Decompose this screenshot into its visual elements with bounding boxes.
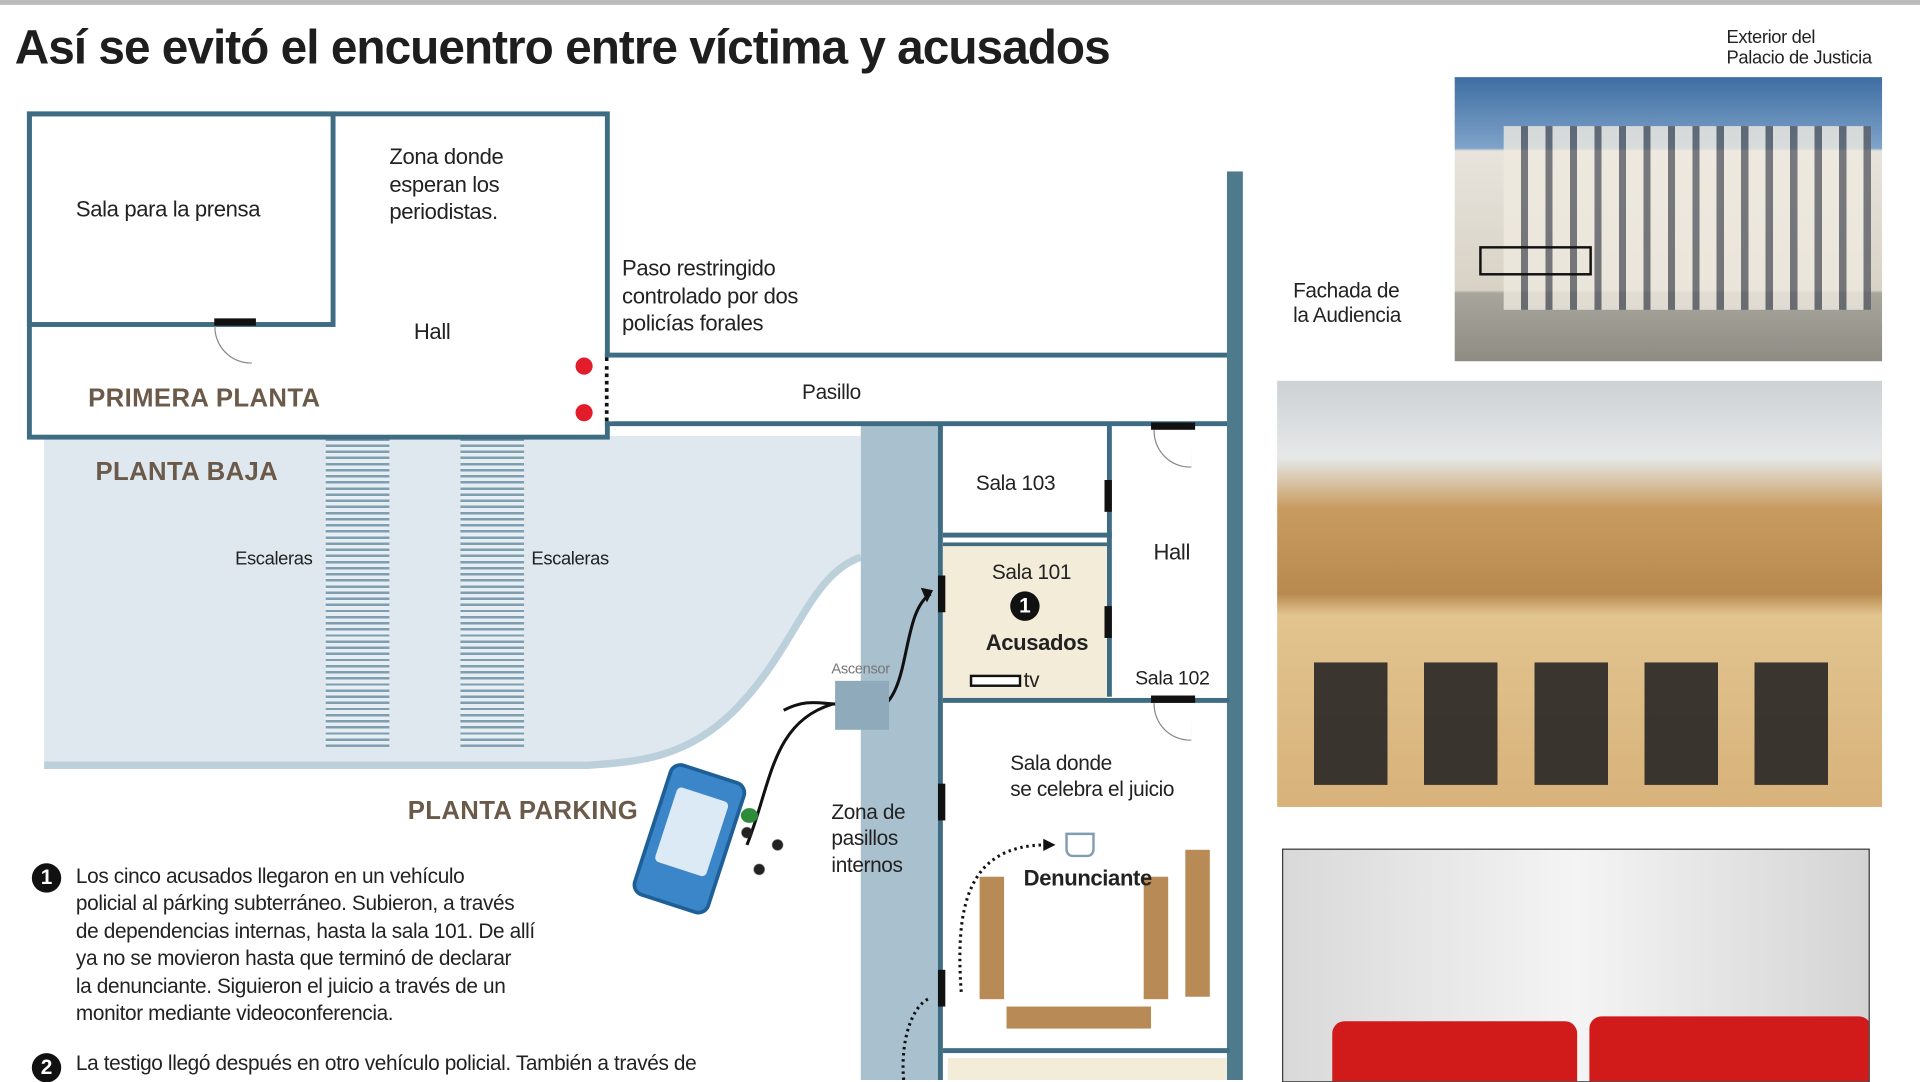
label-acusados: Acusados [985, 630, 1089, 656]
label-zona-periodistas: Zona donde esperan los periodistas. [389, 144, 504, 225]
label-tv: tv [1023, 668, 1040, 692]
label-sala-102: Sala 102 [1135, 668, 1210, 690]
courtroom-photo [1277, 381, 1882, 807]
elevator [835, 681, 889, 730]
label-hall: Hall [413, 319, 451, 345]
pasillo-wall-top [605, 353, 1232, 358]
label-denunciante: Denunciante [1023, 865, 1152, 891]
note-1-text: Los cinco acusados llegaron en un vehículo policial al párking subterráneo. Subieron, a través de dependencias internas, hasta la sala 101. De allí ya no se movieron hasta que terminó de declarar la denunciante. Siguieron el juicio a través de un monitor mediante videoconferencia. [75, 864, 535, 1026]
outer-wall [1227, 171, 1243, 1080]
marker-1: 1 [1010, 591, 1039, 620]
note-1-marker: 1 [32, 863, 61, 892]
page-title: Así se evitó el encuentro entre víctima y acusados [14, 22, 1110, 75]
label-sala-101: Sala 101 [991, 560, 1072, 585]
label-paso-restringido: Paso restringido controlado por dos policías forales [622, 255, 799, 336]
witness-stand-icon [1065, 833, 1094, 857]
pasillo-wall-bottom [605, 421, 1232, 426]
exterior-caption: Exterior del Palacio de Justicia [1726, 26, 1872, 68]
exterior-photo [1455, 77, 1882, 361]
corridor-strip [861, 425, 941, 1080]
label-hall-2: Hall [1153, 540, 1190, 565]
police-marker [576, 358, 593, 375]
label-sala-juicio: Sala donde se celebra el juicio [1010, 751, 1175, 802]
tv-icon [970, 675, 1021, 687]
label-planta-baja: PLANTA BAJA [95, 457, 279, 487]
stairs-left [326, 438, 390, 747]
restricted-door [605, 358, 614, 422]
witness-room-photo [1282, 849, 1870, 1082]
people-icon [735, 820, 796, 881]
fachada-caption: Fachada de la Audiencia [1293, 279, 1401, 327]
note-2-text: La testigo llegó después en otro vehículo policial. También a través de [75, 1051, 697, 1076]
label-escaleras-1: Escaleras [235, 548, 313, 570]
label-primera-planta: PRIMERA PLANTA [88, 384, 321, 413]
label-planta-parking: PLANTA PARKING [407, 797, 639, 826]
label-sala-prensa: Sala para la prensa [75, 197, 261, 222]
label-sala-103: Sala 103 [975, 471, 1056, 495]
label-zona-pasillos: Zona de pasillos internos [831, 800, 906, 877]
label-pasillo: Pasillo [802, 380, 861, 405]
stairs-right [460, 438, 524, 747]
label-ascensor: Ascensor [831, 660, 890, 678]
note-2-marker: 2 [32, 1053, 61, 1082]
label-escaleras-2: Escaleras [531, 548, 609, 570]
police-marker [576, 404, 593, 421]
